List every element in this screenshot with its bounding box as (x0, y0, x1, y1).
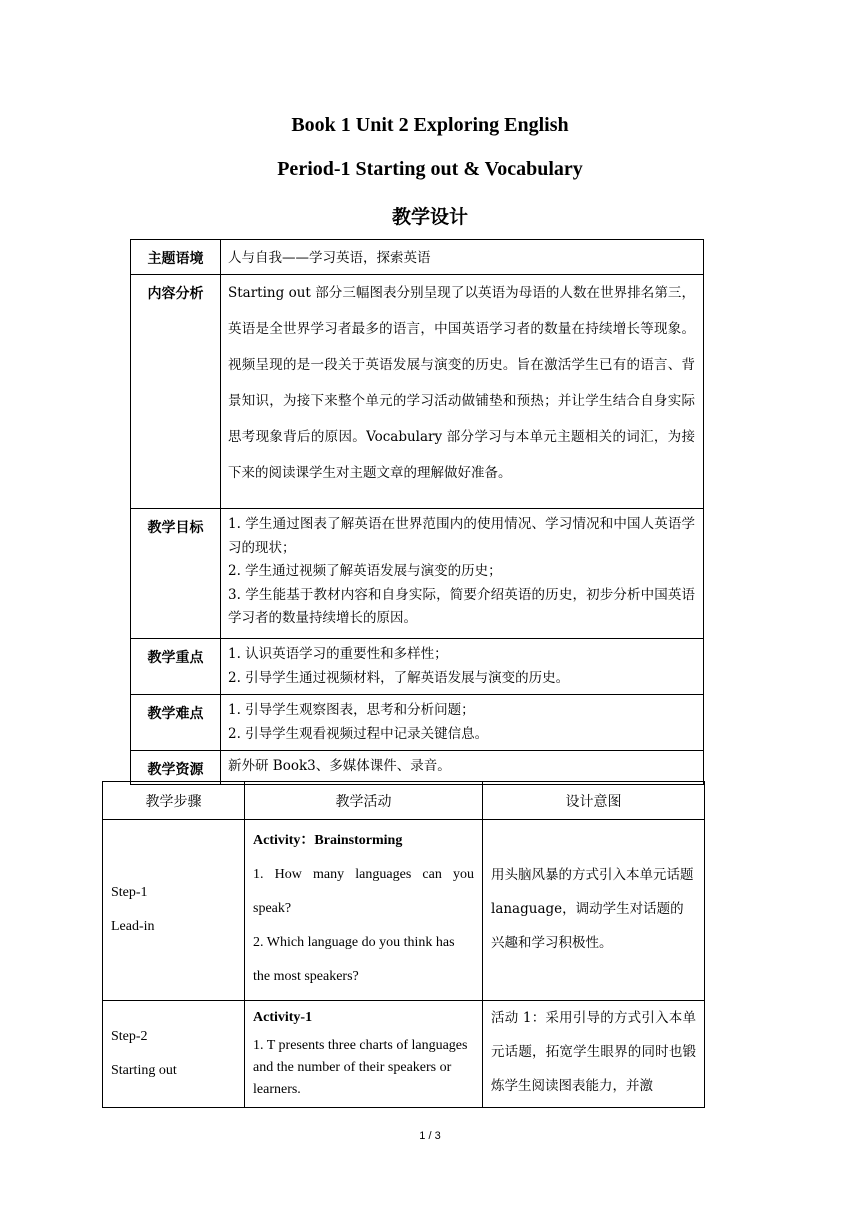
step-number: Step-1 (111, 885, 148, 900)
objective-item: 2. 学生通过视频了解英语发展与演变的历史； (228, 563, 502, 579)
step-name: Starting out (111, 1063, 177, 1078)
key-point-item: 2. 引导学生通过视频材料，了解英语发展与演变的历史。 (228, 669, 570, 686)
table-row (103, 820, 705, 1001)
intent-cell: 用头脑风暴的方式引入本单元话题 lanaguage，调动学生对话题的兴趣和学习积极性。 (483, 820, 705, 1001)
objective-item: 1. 学生通过图表了解英语在世界范围内的使用情况、学习情况和中国人英语学习的现状； (228, 516, 695, 556)
analysis-value: Starting out 部分三幅图表分别呈现了以英语为母语的人数在世界排名第三，英语是全世界学习者最多的语言，中国英语学习者的数量在持续增长等现象。视频呈现的是一段关于英语发展与演变的历史。旨在激活学生已有的语言、背景知识，为接下来整个单元的学习活动做铺垫和预热；并让学生结合自身实际思考现象背后的原因。Vocabulary 部分学习与本单元主题相关的词汇，为接下来的阅读课学生对主题文章的理解做好准备。 (221, 275, 704, 509)
page-number: 1 / 3 (419, 1130, 441, 1142)
theme-label: 主题语境 (131, 240, 221, 275)
theme-value: 人与自我——学习英语，探索英语 (221, 240, 704, 275)
key-points-label: 教学重点 (131, 639, 221, 695)
activity-line: 2. Which language do you think has the most speakers? (253, 935, 455, 984)
activity-cell (245, 1001, 483, 1108)
difficulty-item: 1. 引导学生观察图表，思考和分析问题； (228, 702, 475, 718)
objectives-label: 教学目标 (131, 509, 221, 639)
activity-title: Activity：Brainstorming (253, 833, 403, 848)
step-name: Lead-in (111, 919, 155, 934)
table-row (131, 275, 704, 509)
analysis-label: 内容分析 (131, 275, 221, 509)
document-heading: 教学设计 (391, 206, 468, 228)
activity-title: Activity-1 (253, 1010, 313, 1025)
info-table (130, 239, 704, 785)
table-row (131, 695, 704, 751)
table-row (131, 509, 704, 639)
key-points-list (221, 639, 704, 695)
activity-line: 1. T presents three charts of languages and the number of their speakers or learners. (253, 1038, 468, 1097)
table-row (131, 240, 704, 275)
table-row (103, 1001, 705, 1108)
difficulties-list (221, 695, 704, 751)
table-row (131, 751, 704, 785)
difficulties-label: 教学难点 (131, 695, 221, 751)
header-step: 教学步骤 (103, 782, 245, 820)
difficulty-item: 2. 引导学生观看视频过程中记录关键信息。 (228, 725, 489, 742)
table-row (131, 639, 704, 695)
header-intent: 设计意图 (483, 782, 705, 820)
activity-line: 1. How many languages can you speak? (253, 867, 474, 916)
step-cell (103, 1001, 245, 1108)
step-number: Step-2 (111, 1029, 148, 1044)
table-header-row (103, 782, 705, 820)
resources-value: 新外研 Book3、多媒体课件、录音。 (221, 751, 704, 785)
step-cell (103, 820, 245, 1001)
document-subtitle: Period-1 Starting out & Vocabulary (277, 158, 583, 180)
steps-table (102, 781, 705, 1108)
header-activity: 教学活动 (245, 782, 483, 820)
key-point-item: 1. 认识英语学习的重要性和多样性； (228, 646, 448, 662)
document-title: Book 1 Unit 2 Exploring English (291, 114, 569, 136)
objective-item: 3. 学生能基于教材内容和自身实际，简要介绍英语的历史，初步分析中国英语学习者的数量持续增长的原因。 (228, 586, 695, 626)
intent-cell: 活动 1：采用引导的方式引入本单元话题，拓宽学生眼界的同时也锻炼学生阅读图表能力，并激 (483, 1001, 705, 1108)
resources-label: 教学资源 (131, 751, 221, 785)
objectives-list (221, 509, 704, 639)
activity-cell (245, 820, 483, 1001)
